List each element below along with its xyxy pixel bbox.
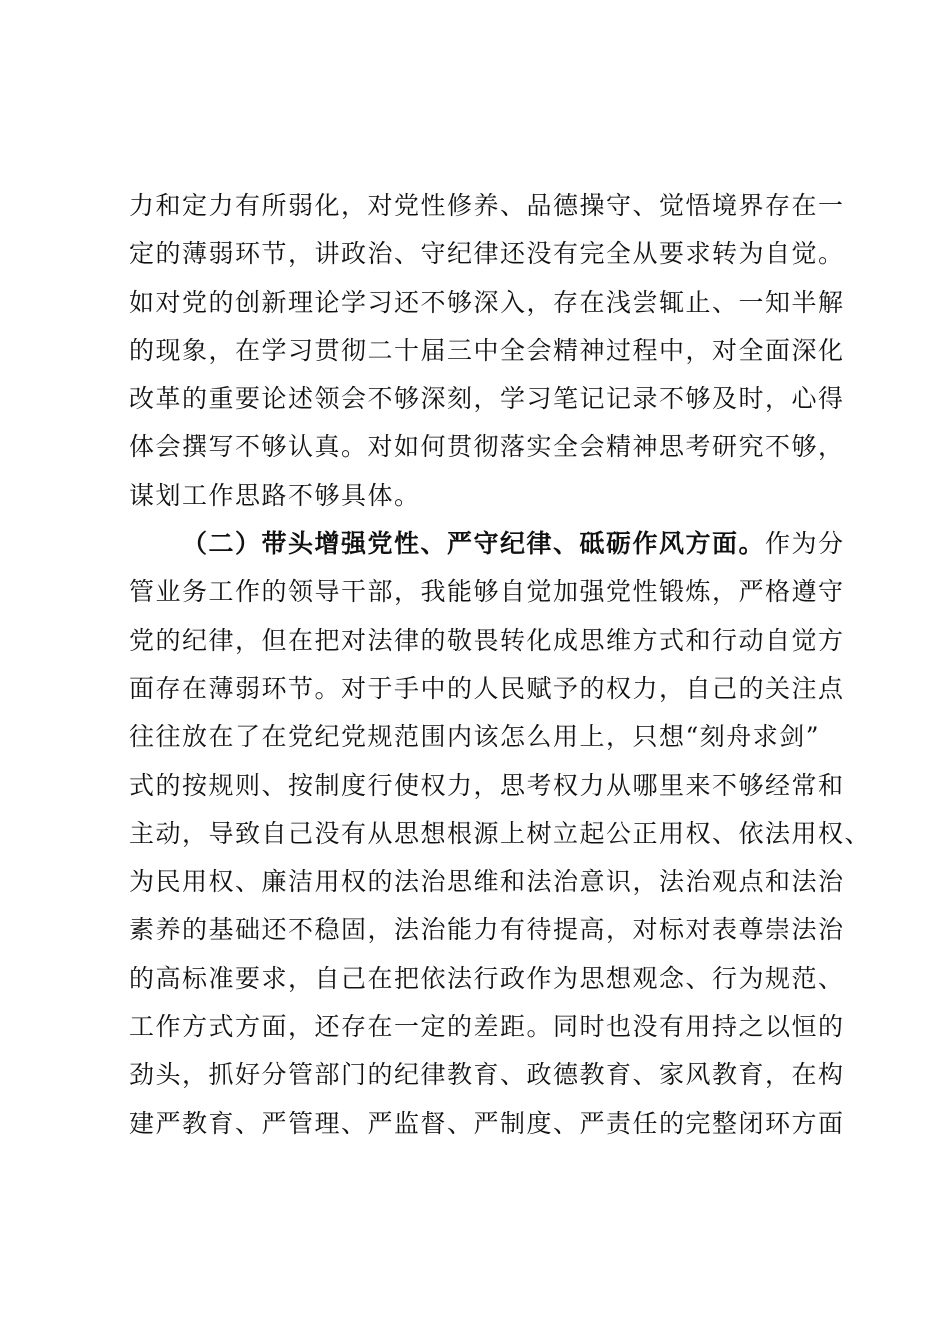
text-line: 工作方式方面，还存在一定的差距。同时也没有用持之以恒的	[129, 1012, 845, 1042]
text-line: 谋划工作思路不够具体。	[129, 480, 421, 510]
text-line: 素养的基础还不稳固，法治能力有待提高，对标对表尊崇法治	[129, 915, 845, 945]
text-line: 为民用权、廉洁用权的法治思维和法治意识，法治观点和法治	[129, 867, 845, 897]
text-line: 如对党的创新理论学习还不够深入，存在浅尝辄止、一知半解	[129, 287, 845, 317]
text-line: 的高标准要求，自己在把依法行政作为思想观念、行为规范、	[129, 963, 845, 993]
text-line: 面存在薄弱环节。对于手中的人民赋予的权力，自己的关注点	[129, 673, 845, 703]
paragraph-1	[129, 182, 845, 520]
paragraph-2-first-line	[129, 520, 845, 568]
text-line: 式的按规则、按制度行使权力，思考权力从哪里来不够经常和	[129, 770, 845, 800]
text-line: 建严教育、严管理、严监督、严制度、严责任的完整闭环方面	[129, 1108, 845, 1138]
section-heading: （二）带头增强党性、严守纪律、砥砺作风方面。	[182, 529, 766, 559]
text-line: 主动，导致自己没有从思想根源上树立起公正用权、依法用权、	[129, 818, 872, 848]
text-line: 管业务工作的领导干部，我能够自觉加强党性锻炼，严格遵守	[129, 577, 845, 607]
text-line: 往往放在了在党纪党规范围内该怎么用上，只想“刻舟求剑”	[129, 722, 821, 752]
text-line: 党的纪律，但在把对法律的敬畏转化成思维方式和行动自觉方	[129, 625, 845, 655]
text-line: 力和定力有所弱化，对党性修养、品德操守、觉悟境界存在一	[129, 191, 845, 220]
text-line: 改革的重要论述领会不够深刻，学习笔记记录不够及时，心得	[129, 384, 845, 414]
text-run: 作为分	[765, 529, 845, 559]
text-line: 体会撰写不够认真。对如何贯彻落实全会精神思考研究不够，	[129, 432, 845, 462]
text-line: 的现象，在学习贯彻二十届三中全会精神过程中，对全面深化	[129, 335, 845, 365]
text-line: 定的薄弱环节，讲政治、守纪律还没有完全从要求转为自觉。	[129, 239, 845, 269]
text-line: 劲头，抓好分管部门的纪律教育、政德教育、家风教育，在构	[129, 1060, 845, 1090]
paragraph-2	[129, 520, 872, 1148]
document-body	[129, 182, 872, 1148]
